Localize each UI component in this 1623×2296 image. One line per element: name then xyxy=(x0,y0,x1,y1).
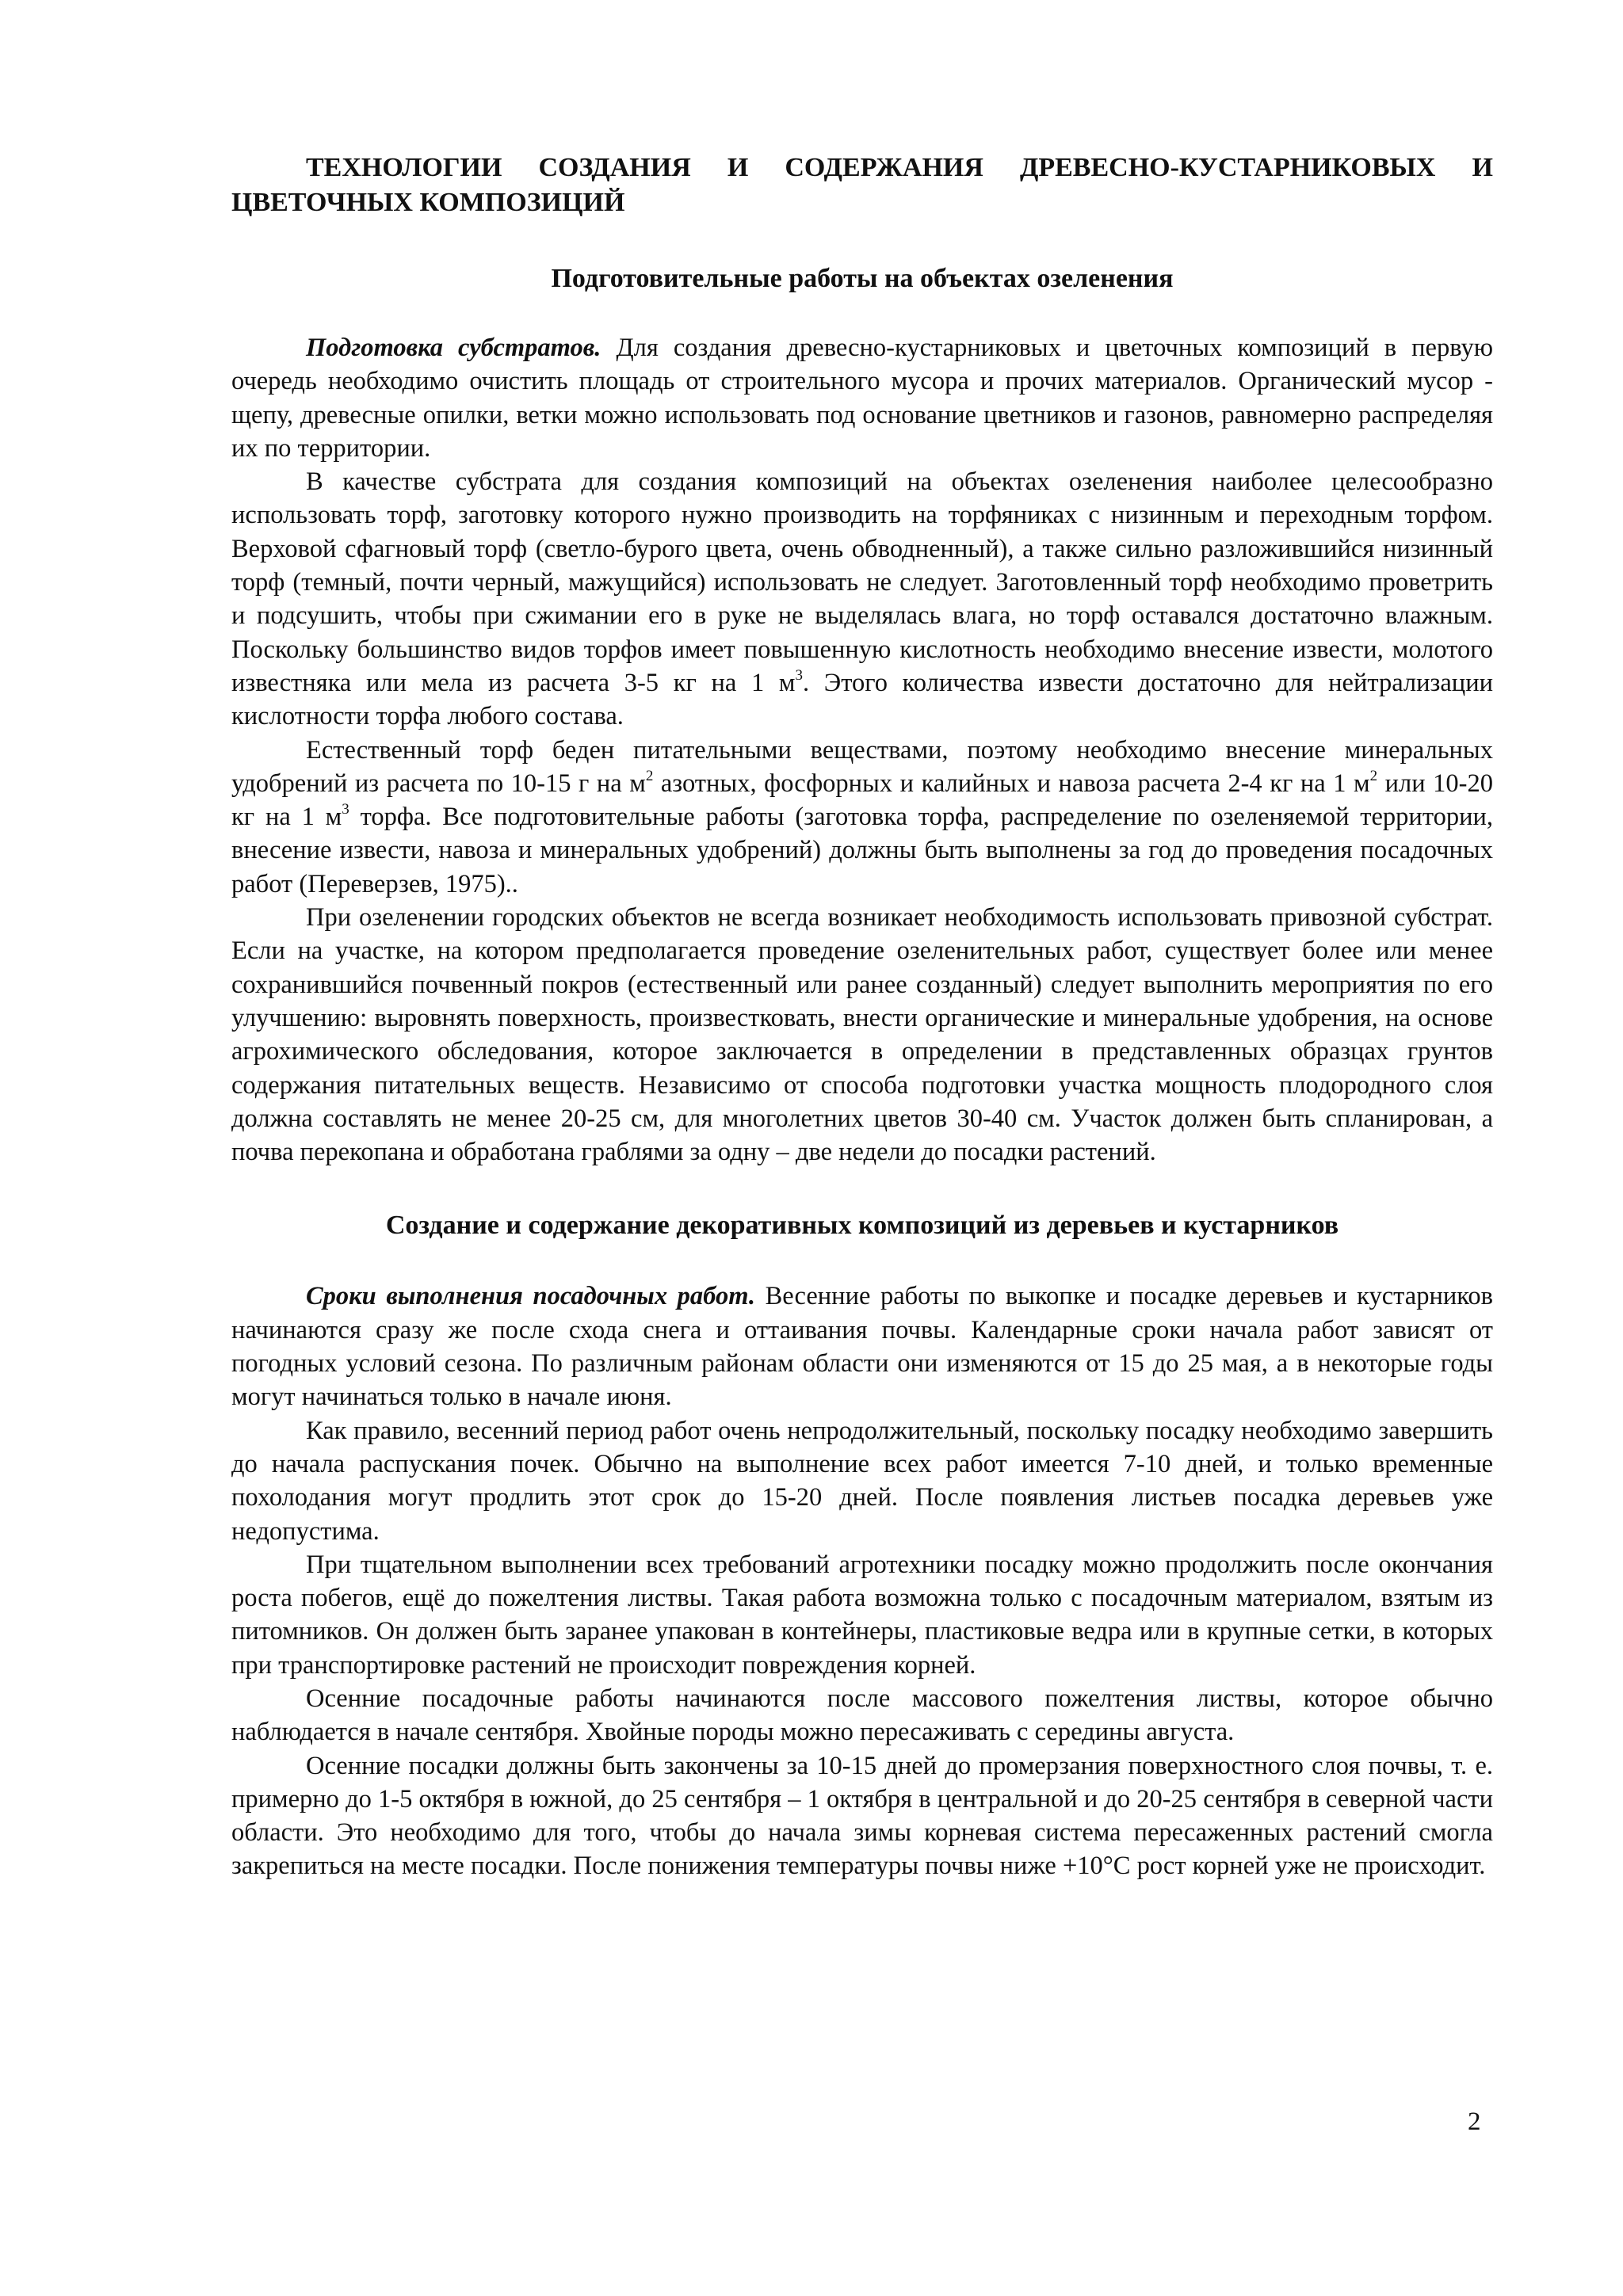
paragraph: Осенние посадки должны быть закончены за 10-15 дней до промерзания поверхностного слоя почвы, т. е. примерно до 1-5 октября в южной, до 25 сентября – 1 октября в центральной и до 20-25 сентября в северной части области. Это необходимо для того, чтобы до начала зимы корневая система пересаженных растений смогла закрепиться на месте посадки. После понижения температуры почвы ниже +10°С рост корней уже не происходит. xyxy=(231,1751,1493,1881)
paragraph xyxy=(231,331,1493,465)
paragraph-text: или 10-20 кг на 1 м xyxy=(231,769,1494,832)
paragraph-text: Весенние работы по выкопке и посадке деревьев и кустарников начинаются сразу же после схода снега и оттаивания почвы. Календарные сроки начала работ зависят от погодных условий сезона. По различным районам области они изменяются от 15 до 25 мая, а в некоторые годы могут начинаться только в начале июня. xyxy=(231,1282,1493,1412)
section-trees-shrubs xyxy=(231,1208,1493,1882)
paragraph: При озеленении городских объектов не всегда возникает необходимость использовать привозной субстрат. Если на участке, на котором предполагается проведение озеленительных работ, существует более или менее сохранившийся почвенный покров (естественный или ранее созданный) следует выполнить мероприятия по его улучшению: выровнять поверхность, произвестковать, внести органические и минеральные удобрения, на основе агрохимического обследования, которое заключается в определении в представленных образцах грунтов содержания питательных веществ. Независимо от способа подготовки участка мощность плодородного слоя должна составлять не менее 20-25 см, для многолетних цветов 30-40 см. Участок должен быть спланирован, а почва перекопана и обработана граблями за одну – две недели до посадки растений. xyxy=(231,903,1493,1167)
paragraph xyxy=(231,734,1493,901)
paragraph-text: азотных, фосфорных и калийных и навоза расчета 2-4 кг на 1 м xyxy=(653,769,1370,798)
paragraph xyxy=(231,465,1493,733)
section-preparatory-works xyxy=(231,261,1493,1169)
paragraph-text: Для создания древесно-кустарниковых и цветочных композиций в первую очередь необходимо очистить площадь от строительного мусора и прочих материалов. Органический мусор - щепу, древесные опилки, ветки можно использовать под основание цветников и газонов, равномерно распределяя их по территории. xyxy=(231,334,1493,463)
paragraph-lead: Подготовка субстратов. xyxy=(306,334,601,362)
paragraph-text: Естественный торф беден питательными веществами, поэтому необходимо внесение минеральных удобрений из расчета по 10-15 г на м xyxy=(231,735,1493,798)
section-heading: Создание и содержание декоративных композиций из деревьев и кустарников xyxy=(385,1211,1339,1241)
paragraph: Осенние посадочные работы начинаются после массового пожелтения листвы, которое обычно наблюдается в начале сентября. Хвойные породы можно пересаживать с середины августа. xyxy=(231,1684,1493,1747)
superscript: 3 xyxy=(795,666,803,684)
paragraph-text: В качестве субстрата для создания композиций на объектах озеленения наиболее целесообразно использовать торф, заготовку которого нужно производить на торфяниках с низинным и переходным торфом. Верховой сфагновый торф (светло-бурого цвета, очень обводненный), а также сильно разложившийся низинный торф (темный, почти черный, мажущийся) использовать не следует. Заготовленный торф необходимо проветрить и подсушить, чтобы при сжимании его в руке не выделялась влага, но торф оставался достаточно влажным. Поскольку большинство видов торфов имеет повышенную кислотность необходимо внесение извести, молотого известняка или мела из расчета 3-5 кг на 1 м xyxy=(231,467,1493,697)
paragraph-text: торфа. Все подготовительные работы (заготовка торфа, распределение по озеленяемой территории, внесение извести, навоза и минеральных удобрений) должны быть выполнены за год до проведения посадочных работ (Переверзев, 1975).. xyxy=(231,803,1494,898)
document-page xyxy=(231,151,1493,1883)
paragraph xyxy=(231,1280,1493,1413)
paragraph: Как правило, весенний период работ очень непродолжительный, поскольку посадку необходимо завершить до начала распускания почек. Обычно на выполнение всех работ имеется 7-10 дней, и только временные похолодания могут продлить этот срок до 15-20 дней. После появления листьев посадка деревьев уже недопустима. xyxy=(231,1416,1493,1546)
superscript: 2 xyxy=(1369,767,1378,784)
document-title: ТЕХНОЛОГИИ СОЗДАНИЯ И СОДЕРЖАНИЯ ДРЕВЕСНО-КУСТАРНИКОВЫХ И ЦВЕТОЧНЫХ КОМПОЗИЦИЙ xyxy=(231,153,1493,217)
superscript: 3 xyxy=(342,801,349,818)
page-number: 2 xyxy=(1468,2107,1481,2136)
section-heading: Подготовительные работы на объектах озеленения xyxy=(551,264,1174,293)
paragraph-text: . Этого количества извести достаточно для нейтрализации кислотности торфа любого состава. xyxy=(231,668,1493,731)
superscript: 2 xyxy=(645,767,654,784)
paragraph-lead: Сроки выполнения посадочных работ. xyxy=(306,1282,756,1311)
paragraph: При тщательном выполнении всех требований агротехники посадку можно продолжить после окончания роста побегов, ещё до пожелтения листвы. Такая работа возможна только с посадочным материалом, взятым из питомников. Он должен быть заранее упакован в контейнеры, пластиковые ведра или в крупные сетки, в которых при транспортировке растений не происходит повреждения корней. xyxy=(231,1550,1493,1680)
